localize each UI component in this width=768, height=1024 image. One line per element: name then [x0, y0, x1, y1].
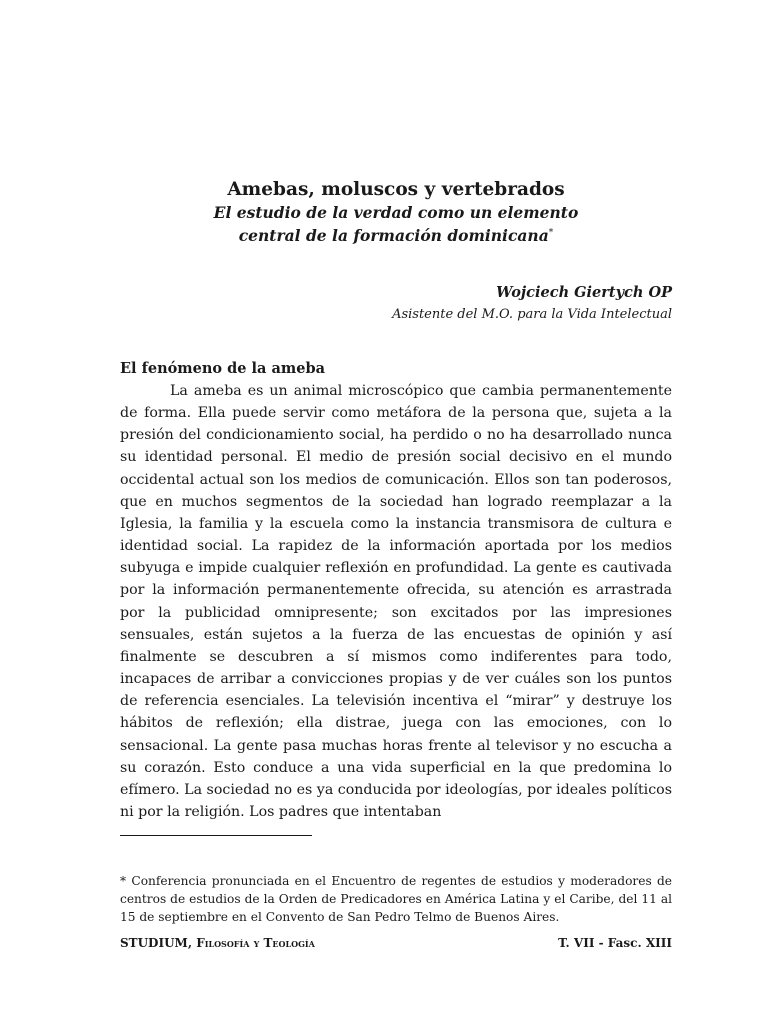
author-block: [392, 282, 672, 325]
article-title: Amebas, moluscos y vertebrados: [227, 179, 565, 200]
journal-title: STUDIUM,: [120, 936, 193, 950]
body-text: [120, 358, 672, 823]
body-paragraph: La ameba es un animal microscópico que cambia permanentemente de forma. Ella puede servir como metáfora de la persona que, sujeta a la presión del condicionamiento social, ha perdido o no ha desarrollado nunca su identidad personal. El medio de presión social decisivo en el mundo occidental actual son los medios de comunicación. Ellos son tan poderosos, que en muchos segmentos de la sociedad han logrado reemplazar a la Iglesia, la familia y la escuela como la instancia transmisora de cultura e identidad social. La rapidez de la información aportada por los medios subyuga e impide cualquier reflexión en profundidad. La gente es cautivada por la información permanentemente ofrecida, su atención es arrastrada por la publicidad omnipresente; son excitados por las impresiones sensuales, están sujetos a la fuerza de las encuestas de opinión y así finalmente se descubren a sí mismos como indiferentes para todo, incapaces de arribar a convicciones propias y de ver cuáles son los puntos de referencia esenciales. La televisión incentiva el “mirar” y destruye los hábitos de reflexión; ella distrae, juega con las emociones, con lo sensacional. La gente pasa muchas horas frente al televisor y no escucha a su corazón. Esto conduce a una vida superficial en la que predomina lo efímero. La sociedad no es ya conducida por ideologías, por ideales políticos ni por la religión. Los padres que intentaban: [120, 383, 672, 820]
footnote: * Conferencia pronunciada en el Encuentro de regentes de estudios y moderadores de centros de estudios de la Orden de Predicadores en América Latina y el Caribe, del 11 al 15 de septiembre en el Convento de San Pedro Telmo de Buenos Aires.: [120, 874, 672, 924]
article-subtitle-line-2-text: central de la formación dominicana: [238, 226, 549, 246]
journal-name: [120, 934, 315, 952]
author-name: Wojciech Giertych OP: [496, 284, 672, 301]
article-subtitle-line-2: [120, 223, 672, 246]
title-block: [120, 178, 672, 246]
section-heading: El fenómeno de la ameba: [120, 360, 325, 377]
footnote-reference: *: [548, 228, 554, 238]
author-affiliation: Asistente del M.O. para la Vida Intelectual: [392, 307, 672, 322]
volume-info: T. VII - Fasc. XIII: [558, 936, 672, 950]
article-subtitle-line-1: El estudio de la verdad como un elemento: [213, 203, 579, 222]
journal-subtitle: Filosofía y Teología: [196, 936, 315, 950]
footnote-divider: [120, 835, 312, 836]
